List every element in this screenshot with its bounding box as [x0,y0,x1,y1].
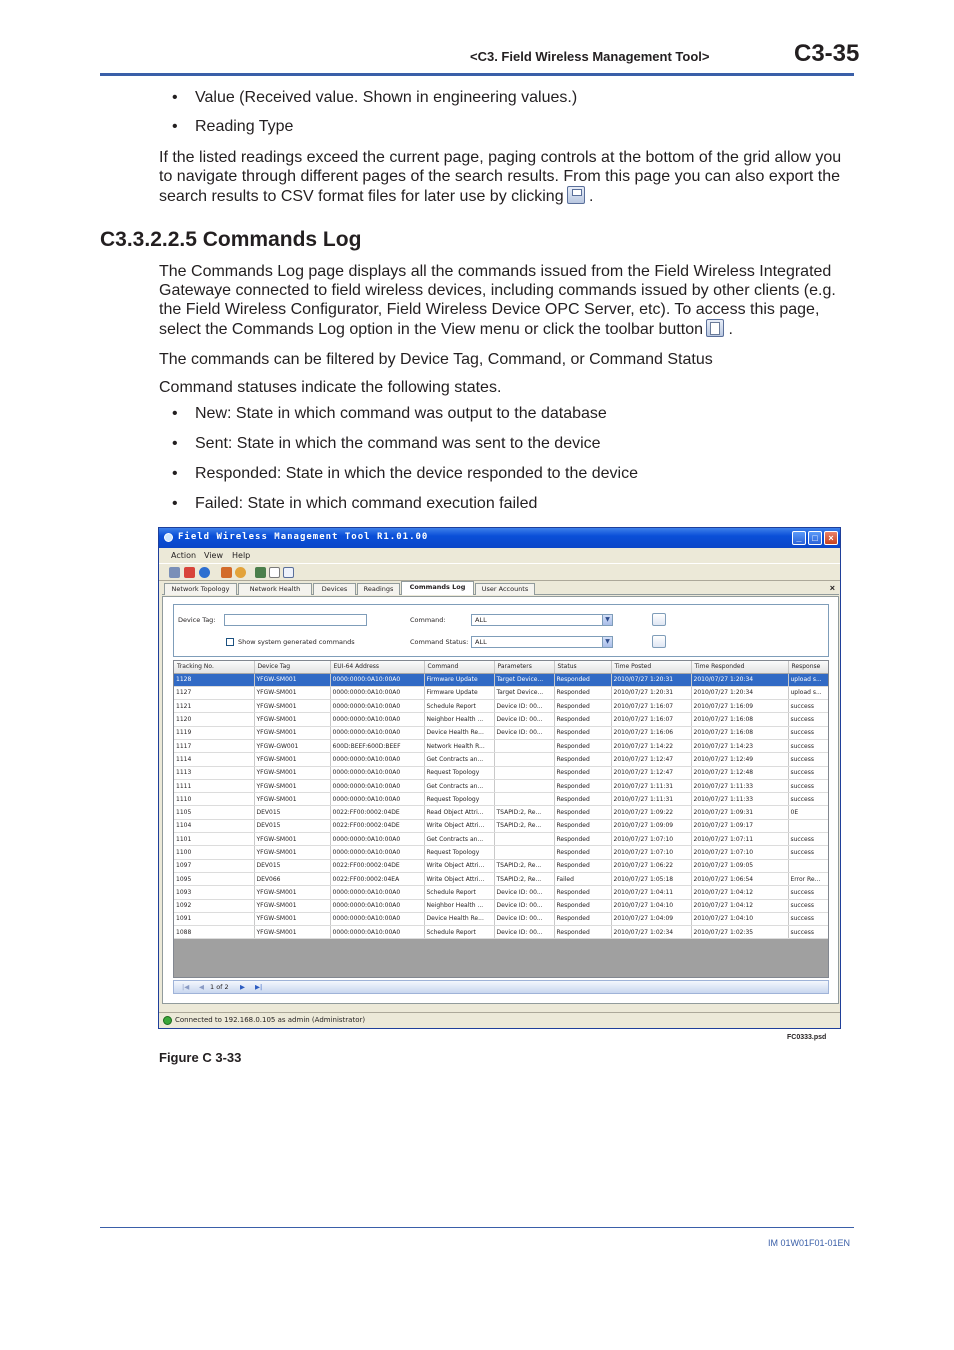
table-cell: 1095 [174,872,254,885]
table-cell: 0000:0000:0A10:00A0 [330,912,424,925]
table-cell: success [788,846,829,859]
table-cell: YFGW-SM001 [254,686,330,699]
table-cell: Device ID: 00... [494,926,554,939]
table-cell: Write Object Attri... [424,872,494,885]
table-row[interactable] [174,753,829,766]
table-cell: 0000:0000:0A10:00A0 [330,700,424,713]
table-cell: 2010/07/27 1:14:22 [611,739,691,752]
table-cell: 0000:0000:0A10:00A0 [330,766,424,779]
table-cell [494,766,554,779]
table-row[interactable] [174,726,829,739]
table-cell: 2010/07/27 1:02:34 [611,926,691,939]
table-cell: success [788,753,829,766]
table-cell: 2010/07/27 1:04:12 [691,899,788,912]
chevron-down-icon[interactable]: ▼ [602,637,612,647]
table-cell: 2010/07/27 1:04:10 [611,899,691,912]
table-cell: YFGW-SM001 [254,753,330,766]
table-cell: Responded [554,846,611,859]
table-cell: 2010/07/27 1:12:49 [691,753,788,766]
table-cell: Responded [554,739,611,752]
table-cell [494,846,554,859]
table-cell: Get Contracts an... [424,753,494,766]
table-cell: success [788,926,829,939]
table-cell: DEV015 [254,806,330,819]
table-cell: 1097 [174,859,254,872]
table-cell: 2010/07/27 1:06:22 [611,859,691,872]
table-cell: Failed [554,872,611,885]
table-cell: Responded [554,926,611,939]
table-cell: Responded [554,806,611,819]
table-cell: 0000:0000:0A10:00A0 [330,686,424,699]
table-cell: 0022:FF00:0002:04DE [330,806,424,819]
table-row[interactable] [174,806,829,819]
table-cell [494,793,554,806]
table-cell: TSAPID:2, Re... [494,872,554,885]
table-cell: Responded [554,899,611,912]
table-cell: TSAPID:2, Re... [494,819,554,832]
table-cell: 1100 [174,846,254,859]
table-cell: 1105 [174,806,254,819]
table-cell: success [788,766,829,779]
app-icon [164,533,173,542]
table-cell: TSAPID:2, Re... [494,859,554,872]
table-cell: success [788,700,829,713]
bullet-text: New: State in which command was output to the database [195,405,607,422]
table-cell [788,859,829,872]
menu-action[interactable]: Action [171,551,197,560]
table-cell: Responded [554,793,611,806]
save-icon[interactable] [652,635,666,648]
table-cell: 2010/07/27 1:11:31 [611,779,691,792]
last-page-icon[interactable]: ▶| [255,983,263,991]
table-cell: success [788,912,829,925]
maximize-icon[interactable]: □ [808,531,822,545]
table-row[interactable] [174,859,829,872]
table-cell: 2010/07/27 1:09:31 [691,806,788,819]
table-row[interactable] [174,886,829,899]
table-cell: Device ID: 00... [494,726,554,739]
commands-grid [173,660,829,978]
column-header[interactable]: Parameters [494,661,554,673]
column-header[interactable]: Device Tag [254,661,330,673]
table-cell: 2010/07/27 1:14:23 [691,739,788,752]
table-cell: Responded [554,713,611,726]
table-cell: 2010/07/27 1:09:22 [611,806,691,819]
table-cell: 1128 [174,673,254,686]
table-cell: 2010/07/27 1:12:47 [611,766,691,779]
table-cell: 2010/07/27 1:20:31 [611,686,691,699]
table-cell: 2010/07/27 1:09:05 [691,859,788,872]
table-cell: Responded [554,859,611,872]
command-select[interactable] [471,614,613,626]
command-label: Command: [410,616,446,624]
table-cell: 0000:0000:0A10:00A0 [330,793,424,806]
intro-end: . [728,321,733,338]
footer-rule [100,1227,854,1228]
table-row[interactable] [174,766,829,779]
table-cell: Device ID: 00... [494,899,554,912]
tab-network-topology[interactable]: Network Topology [164,583,237,595]
table-header [174,661,829,673]
table-cell: 2010/07/27 1:07:10 [611,833,691,846]
table-cell: Responded [554,726,611,739]
table-cell: success [788,793,829,806]
table-cell: DEV015 [254,819,330,832]
column-header[interactable]: Command [424,661,494,673]
next-page-icon[interactable]: ▶ [240,983,245,991]
table-body [174,673,829,939]
table-cell: 2010/07/27 1:09:17 [691,819,788,832]
tab-readings[interactable]: Readings [357,583,400,595]
bullet-text: Value (Received value. Shown in engineering values.) [195,89,578,106]
table-cell: 1111 [174,779,254,792]
table-cell: Responded [554,912,611,925]
tab-network-health[interactable]: Network Health [238,583,312,595]
table-cell: 2010/07/27 1:20:34 [691,686,788,699]
table-cell: 0000:0000:0A10:00A0 [330,726,424,739]
table-cell: Responded [554,833,611,846]
table-cell: 0000:0000:0A10:00A0 [330,886,424,899]
table-cell [494,779,554,792]
title-bar[interactable] [159,528,840,548]
table-cell: YFGW-SM001 [254,926,330,939]
table-cell [494,753,554,766]
intro-text: The Commands Log page displays all the commands issued from the Field Wireless Integrated Gatewaye connected to field wireless devices, including commands issued by other clients (e.g. the Field Wireless Configurator, Field Wireless Device OPC Server, etc). To access this page, select the Commands Log option in the View menu or click the toolbar button [159,263,836,338]
table-cell: 0022:FF00:0002:04DE [330,819,424,832]
table-cell: 2010/07/27 1:04:10 [691,912,788,925]
table-row[interactable] [174,819,829,832]
table-cell: 0000:0000:0A10:00A0 [330,926,424,939]
device-tag-label: Device Tag: [178,616,216,624]
app-window [158,527,841,1029]
table-cell: upload s... [788,673,829,686]
table-cell: 1093 [174,886,254,899]
table-cell: 2010/07/27 1:16:07 [611,713,691,726]
figure-filename: FC0333.psd [787,1034,827,1041]
table-cell: Request Topology [424,766,494,779]
table-cell: upload s... [788,686,829,699]
table-cell: YFGW-SM001 [254,700,330,713]
table-cell: Device ID: 00... [494,912,554,925]
table-cell: Firmware Update [424,673,494,686]
table-cell: Responded [554,779,611,792]
table-cell: YFGW-SM001 [254,713,330,726]
commands-log-icon [706,319,724,337]
table-row[interactable] [174,686,829,699]
table-cell: 2010/07/27 1:20:31 [611,673,691,686]
status-paragraph: Command statuses indicate the following states. [159,379,502,396]
bullet-text: Responded: State in which the device responded to the device [195,465,638,482]
status-text: Connected to 192.168.0.105 as admin (Administrator) [175,1016,366,1024]
table-cell: 1113 [174,766,254,779]
table-cell: YFGW-SM001 [254,912,330,925]
table-cell: 2010/07/27 1:16:08 [691,713,788,726]
table-cell: 600D:BEEF:600D:BEEF [330,739,424,752]
table-cell: success [788,886,829,899]
table-cell: 1127 [174,686,254,699]
table-cell: 2010/07/27 1:02:35 [691,926,788,939]
figure-caption: Figure C 3-33 [159,1050,242,1065]
filter-box [173,604,829,657]
topology-icon[interactable] [221,567,232,578]
table-cell: Responded [554,819,611,832]
header-row [174,661,829,673]
table-row[interactable] [174,779,829,792]
table-row[interactable] [174,833,829,846]
bullet-dot: • [172,405,178,422]
device-tag-input[interactable] [224,614,367,626]
table-cell: Neighbor Health ... [424,713,494,726]
table-cell: success [788,739,829,752]
table-row[interactable] [174,846,829,859]
table-cell: 1120 [174,713,254,726]
table-cell: YFGW-SM001 [254,766,330,779]
info-icon[interactable] [199,567,210,578]
table-cell: 0000:0000:0A10:00A0 [330,899,424,912]
bullet-dot: • [172,89,178,106]
table-cell: 2010/07/27 1:11:31 [611,793,691,806]
tab-strip [162,581,839,595]
table-cell: 1119 [174,726,254,739]
table-cell: Request Topology [424,846,494,859]
command-value: ALL [475,616,487,624]
table-cell: success [788,726,829,739]
table-cell: YFGW-SM001 [254,779,330,792]
table-cell: 0E [788,806,829,819]
table-cell: 2010/07/27 1:11:33 [691,793,788,806]
table-cell: 1117 [174,739,254,752]
table-cell: 0000:0000:0A10:00A0 [330,753,424,766]
table-cell: 1092 [174,899,254,912]
table-cell: 2010/07/27 1:07:10 [611,846,691,859]
table-cell: Responded [554,700,611,713]
table-cell: 1104 [174,819,254,832]
column-header[interactable]: Time Posted [611,661,691,673]
table-cell: 0022:FF00:0002:04EA [330,872,424,885]
table-cell: 0000:0000:0A10:00A0 [330,713,424,726]
table-row[interactable] [174,739,829,752]
menu-bar [159,548,840,563]
table-cell: Responded [554,766,611,779]
paging-paragraph [159,148,854,206]
table-cell: Schedule Report [424,700,494,713]
table-cell: YFGW-SM001 [254,833,330,846]
commands-log-panel [162,596,839,1004]
table-cell: Read Object Attri... [424,806,494,819]
running-header: <C3. Field Wireless Management Tool> [470,49,710,64]
bullet-text: Failed: State in which command execution failed [195,495,538,512]
table-row[interactable] [174,713,829,726]
table-cell: 1121 [174,700,254,713]
table-cell: DEV015 [254,859,330,872]
paging-end: . [589,188,594,205]
table-cell: 0000:0000:0A10:00A0 [330,673,424,686]
table-cell: 2010/07/27 1:07:10 [691,846,788,859]
command-status-label: Command Status: [410,638,469,646]
bullet-dot: • [172,495,178,512]
table-row[interactable] [174,912,829,925]
bullet-dot: • [172,435,178,452]
table-cell: Responded [554,686,611,699]
command-status-select[interactable] [471,636,613,648]
table-cell: TSAPID:2, Re... [494,806,554,819]
bullet-text: Reading Type [195,118,294,135]
table-cell: 2010/07/27 1:12:47 [611,753,691,766]
table-cell: Device ID: 00... [494,700,554,713]
table-cell: YFGW-SM001 [254,673,330,686]
table-cell: 2010/07/27 1:05:18 [611,872,691,885]
connect-icon[interactable] [169,567,180,578]
table-cell: Responded [554,753,611,766]
show-system-label: Show system generated commands [238,638,355,646]
bullet-dot: • [172,465,178,482]
table-cell: 2010/07/27 1:04:12 [691,886,788,899]
table-cell: Target Device... [494,686,554,699]
close-icon[interactable]: × [824,531,838,545]
table-cell: 2010/07/27 1:16:09 [691,700,788,713]
show-system-checkbox[interactable] [226,638,234,646]
table-cell: 0000:0000:0A10:00A0 [330,779,424,792]
column-header[interactable]: Time Responded [691,661,788,673]
column-header[interactable]: Response [788,661,829,673]
table-cell: 2010/07/27 1:20:34 [691,673,788,686]
table-cell: Write Object Attri... [424,819,494,832]
table-cell: Write Object Attri... [424,859,494,872]
table-cell: 2010/07/27 1:09:09 [611,819,691,832]
table-cell: 0000:0000:0A10:00A0 [330,833,424,846]
table-cell: YFGW-SM001 [254,726,330,739]
tab-devices[interactable]: Devices [313,583,356,595]
page-number: C3-35 [794,40,860,67]
table-cell: Schedule Report [424,886,494,899]
table-cell: Responded [554,673,611,686]
document-id: IM 01W01F01-01EN [768,1238,851,1248]
table-cell: YFGW-SM001 [254,793,330,806]
table-cell: YFGW-SM001 [254,899,330,912]
column-header[interactable]: Tracking No. [174,661,254,673]
table-cell: Neighbor Health ... [424,899,494,912]
section-title: C3.3.2.2.5 Commands Log [100,228,362,251]
table-cell: Get Contracts an... [424,833,494,846]
connected-icon [163,1016,172,1025]
table-cell: success [788,779,829,792]
table-cell: 2010/07/27 1:16:07 [611,700,691,713]
table-cell: 1091 [174,912,254,925]
table-cell: 2010/07/27 1:06:54 [691,872,788,885]
commands-log-icon[interactable] [283,567,294,578]
table-cell: YFGW-SM001 [254,846,330,859]
table-cell: YFGW-SM001 [254,886,330,899]
menu-view[interactable]: View [204,551,223,560]
table-cell: 1088 [174,926,254,939]
minimize-icon[interactable]: _ [792,531,806,545]
table-cell: success [788,833,829,846]
filter-paragraph: The commands can be filtered by Device Tag, Command, or Command Status [159,351,713,368]
command-status-value: ALL [475,638,487,646]
table-row[interactable] [174,899,829,912]
page-indicator: 1 of 2 [210,983,229,991]
chevron-down-icon[interactable]: ▼ [602,615,612,625]
bullet-dot: • [172,118,178,135]
table-row[interactable] [174,673,829,686]
table-cell: Responded [554,886,611,899]
table-cell: Device ID: 00... [494,713,554,726]
table-cell [788,819,829,832]
table-cell: 1101 [174,833,254,846]
menu-help[interactable]: Help [232,551,251,560]
disconnect-icon[interactable] [184,567,195,578]
table-cell: 2010/07/27 1:04:11 [611,886,691,899]
table-row[interactable] [174,872,829,885]
commands-table [174,661,829,939]
table-cell: 2010/07/27 1:16:08 [691,726,788,739]
table-row[interactable] [174,793,829,806]
table-cell: 2010/07/27 1:16:06 [611,726,691,739]
table-cell: DEV066 [254,872,330,885]
paging-text: If the listed readings exceed the current page, paging controls at the bottom of the grid allow you to navigate through different pages of the search results. From this page you can also export the search results to CSV format files for later use by clicking [159,149,842,205]
readings-icon[interactable] [269,567,280,578]
pager [173,980,829,994]
table-cell: 2010/07/27 1:11:33 [691,779,788,792]
table-cell: 0022:FF00:0002:04DE [330,859,424,872]
table-row[interactable] [174,926,829,939]
header-rule [100,73,854,76]
table-cell: Get Contracts an... [424,779,494,792]
search-icon[interactable] [652,613,666,626]
table-cell: Schedule Report [424,926,494,939]
table-cell: Target Device... [494,673,554,686]
close-tab-icon[interactable]: × [829,583,835,593]
table-cell: 0000:0000:0A10:00A0 [330,846,424,859]
table-cell: 1110 [174,793,254,806]
bullet-text: Sent: State in which the command was sent to the device [195,435,601,452]
intro-paragraph [159,262,854,339]
save-icon [567,186,585,204]
table-cell: success [788,899,829,912]
table-cell [494,739,554,752]
table-cell: Firmware Update [424,686,494,699]
table-cell: 2010/07/27 1:07:11 [691,833,788,846]
table-cell: 1114 [174,753,254,766]
table-cell: Request Topology [424,793,494,806]
table-cell [494,833,554,846]
toolbar [159,563,840,581]
tab-user-accounts[interactable]: User Accounts [475,583,535,595]
table-cell: success [788,713,829,726]
column-header[interactable]: EUI-64 Address [330,661,424,673]
tab-commands-log[interactable]: Commands Log [401,581,474,595]
table-cell: Device Health Re... [424,912,494,925]
health-icon[interactable] [235,567,246,578]
devices-icon[interactable] [255,567,266,578]
table-cell: Network Health R... [424,739,494,752]
status-bar [159,1012,840,1028]
table-cell: YFGW-GW001 [254,739,330,752]
window-title: Field Wireless Management Tool R1.01.00 [178,532,429,542]
prev-page-icon[interactable]: ◀ [199,983,204,991]
column-header[interactable]: Status [554,661,611,673]
table-row[interactable] [174,700,829,713]
table-cell: 2010/07/27 1:04:09 [611,912,691,925]
table-cell: Error Re... [788,872,829,885]
first-page-icon[interactable]: |◀ [182,983,190,991]
table-cell: 2010/07/27 1:12:48 [691,766,788,779]
table-cell: Device Health Re... [424,726,494,739]
table-cell: Device ID: 00... [494,886,554,899]
